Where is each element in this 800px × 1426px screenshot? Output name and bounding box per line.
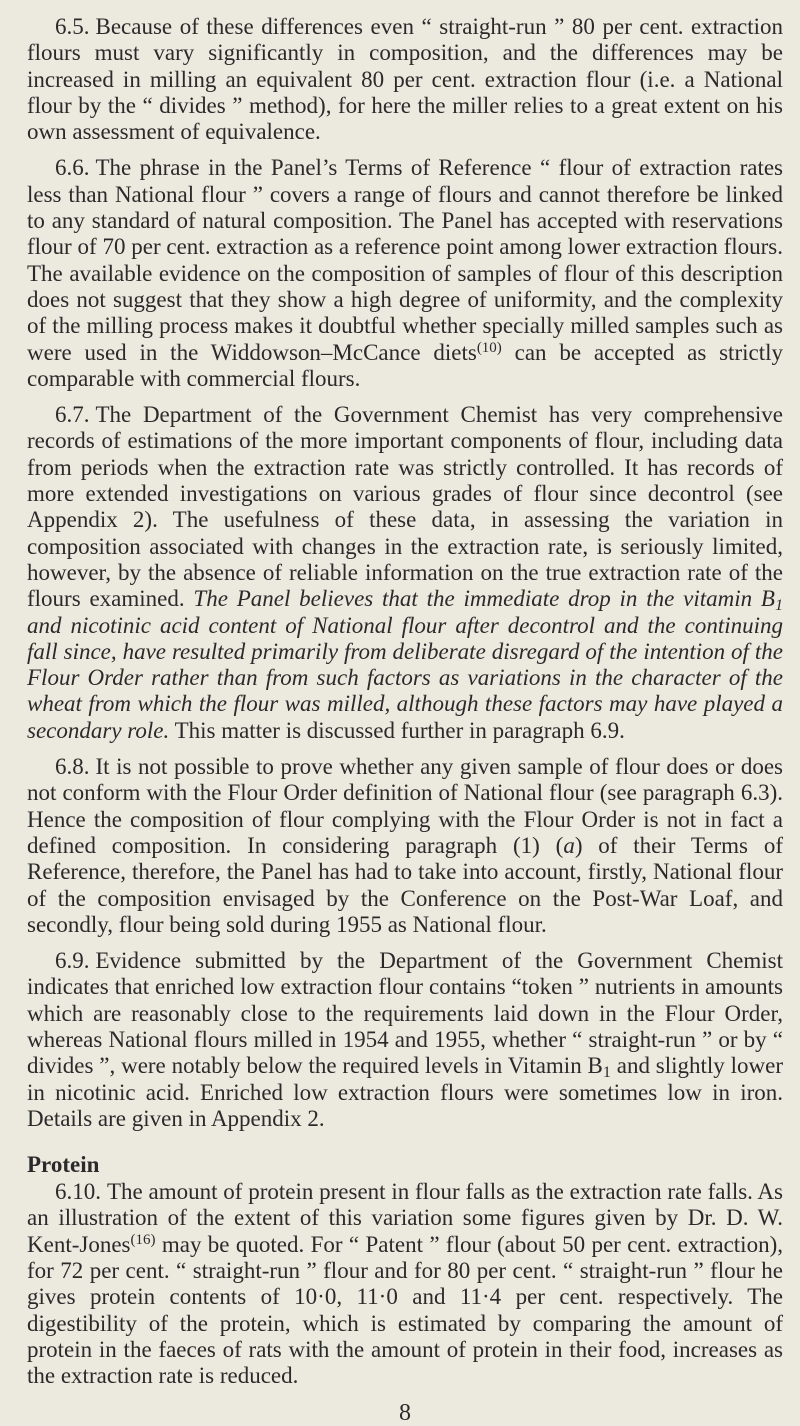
paragraph-6-10	[27, 1179, 783, 1389]
paragraph-number: 6.7.	[55, 402, 90, 428]
paragraph-text: The amount of protein present in flour falls as the extraction rate falls. As an illustration of the extent of this variation some figures given by Dr. D. W. Kent-Jones	[27, 1179, 783, 1257]
paragraph-6-9	[27, 948, 783, 1132]
paragraph-6-8	[27, 754, 783, 938]
italic-text: and nicotinic acid content of National flour after decontrol and the continuing fall since, have resulted primarily from deliberate disregard of the intention of the Flour Order rather than from such factors as variations in the character of the wheat from which the flour was milled, although these factors may have played a secondary role.	[27, 612, 783, 743]
subscript: 1	[602, 1064, 611, 1082]
paragraph-text: The Department of the Government Chemist has very comprehensive records of estimations of the more important components of flour, including data from periods when the extraction rate was strictly controlled. It has records of more extended investigations on various grades of flour since decontrol (see Appendix 2). The usefulness of these data, in assessing the variation in composition associated with changes in the extraction rate, is seriously limited, however, by the absence of reliable information on the true extraction rate of the flours examined.	[27, 402, 783, 612]
page-number: 8	[399, 1399, 411, 1426]
paragraph-text: ) of their Terms of Reference, therefore, the Panel has had to take into account, firstly, National flour of the composition envisaged by the Conference on the Post-War Loaf, and secondly, flour being sold during 1955 as National flour.	[27, 832, 783, 937]
paragraph-text: and slightly lower in nicotinic acid. Enriched low extraction flours were sometimes low in iron. Details are given in Appendix 2.	[27, 1053, 784, 1131]
paragraph-text: Because of these differences even “ straight-run ” 80 per cent. extraction flours must vary significantly in composition, and the differences may be increased in milling an equivalent 80 per cent. extraction flour (i.e. a National flour by the “ divides ” method), for here the miller relies to a great extent on his own assessment of equivalence.	[27, 14, 783, 145]
footnote-reference: (16)	[130, 1231, 156, 1248]
paragraph-6-6	[27, 155, 783, 392]
subscript: 1	[774, 597, 783, 615]
paragraph-number: 6.5.	[55, 14, 90, 39]
document-page	[27, 14, 783, 1426]
italic-text: The Panel believes that the immediate drop in the vitamin B	[193, 586, 775, 612]
paragraph-number: 6.8.	[55, 754, 90, 780]
italic-text: a	[563, 832, 575, 858]
paragraph-text: This matter is discussed further in paragraph 6.9.	[169, 717, 625, 743]
paragraph-text: can be accepted as strictly comparable with commercial flours.	[27, 339, 783, 391]
paragraph-number: 6.10.	[55, 1179, 101, 1205]
paragraph-number: 6.6.	[55, 155, 90, 181]
paragraph-6-7	[27, 402, 783, 744]
paragraph-number: 6.9.	[55, 948, 90, 974]
section-heading: Protein	[27, 1152, 100, 1178]
footnote-reference: (10)	[476, 339, 502, 356]
paragraph-text: may be quoted. For “ Patent ” flour (about 50 per cent. extraction), for 72 per cent. “ straight-run ” flour and for 80 per cent. “ straight-run ” flour he gives protein contents of 10·0, 11·0 and 11·4 per cent. respectively. The digestibility of the protein, which is estimated by comparing the amount of protein in the faeces of rats with the amount of protein in their food, increases as the extraction rate is reduced.	[27, 1231, 783, 1389]
paragraph-text: It is not possible to prove whether any given sample of flour does or does not conform with the Flour Order definition of National flour (see paragraph 6.3). Hence the composition of flour complying with the Flour Order is not in fact a defined composition. In considering paragraph (1) (	[27, 754, 783, 858]
paragraph-6-5	[27, 14, 783, 145]
paragraph-text: Evidence submitted by the Department of the Government Chemist indicates that enriched low extraction flour contains “token ” nutrients in amounts which are reasonably close to the requirements laid down in the Flour Order, whereas National flours milled in 1954 and 1955, whether “ straight-run ” or by “ divides ”, were notably below the required levels in Vitamin B	[27, 948, 783, 1079]
paragraph-text: The phrase in the Panel’s Terms of Reference “ flour of extraction rates less than National flour ” covers a range of flours and cannot therefore be linked to any standard of natural composition. The Panel has accepted with reservations flour of 70 per cent. extraction as a reference point among lower extraction flours. The available evidence on the composition of samples of flour of this description does not suggest that they show a high degree of uniformity, and the complexity of the milling process makes it doubtful whether specially milled samples such as were used in the Widdowson–McCance diets	[27, 155, 783, 365]
